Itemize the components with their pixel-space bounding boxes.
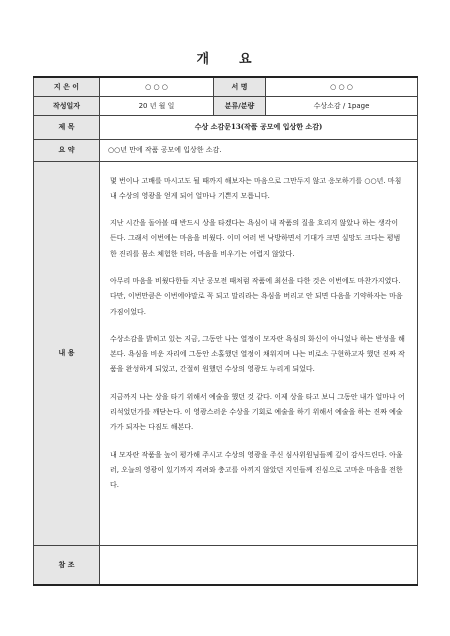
summary-label: 요 약	[34, 139, 100, 161]
content-paragraph-6: 내 모자란 작품을 높이 평가해 주시고 수상의 영광을 주신 심사위원님들께 깊이 감사드린다. 아울러, 오늘의 영광이 있기까지 격려와 충고를 아끼지 않았던 지인들께 진심으로 고마운 마음을 전한다.	[110, 450, 403, 490]
signature-label: 서 명	[214, 77, 266, 96]
document-title	[0, 48, 450, 67]
content-paragraph-5: 지금까지 나는 상을 타기 위해서 예술을 했던 것 같다. 이제 상을 타고 보니 그동안 내가 얼마나 어리석었던가를 깨닫는다. 이 영광스러운 수상을 기회로 예술을 하기 위해서 예술을 하는 진짜 예술가가 되자는 다짐도 해본다.	[110, 392, 405, 432]
signature-value: ○ ○ ○	[266, 77, 418, 96]
content-paragraph-4: 수상소감을 밝히고 있는 지금, 그동안 나는 열정이 모자란 욕심의 화신이 아니었나 하는 반성을 해 본다. 욕심을 비운 자리에 그동안 소홀했던 열정이 채워지며 나는 비로소 구현하고자 했던 진짜 작품을 완성하게 되었고, 간절히 원했던 수상의 영광도 누리게 되었다.	[110, 334, 405, 374]
subject-label: 제 목	[34, 115, 100, 139]
summary-form-table	[33, 76, 418, 586]
writer-row	[34, 77, 418, 96]
writer-value: ○ ○ ○	[100, 77, 214, 96]
title-char-1: 개	[196, 52, 211, 67]
date-row	[34, 96, 418, 115]
reference-label: 참 조	[34, 545, 100, 585]
category-label: 분류/분량	[214, 96, 266, 115]
subject-value: 수상 소감문13(작품 공모에 입상한 소감)	[100, 115, 418, 139]
content-paragraph-2: 지난 시간을 돌아볼 때 반드시 상을 타겠다는 욕심이 내 작품의 질을 흐리지 않았나 하는 생각이 든다. 그래서 이번에는 마음을 비웠다. 이미 여러 번 낙방하면서 기대가 크면 실망도 크다는 평범한 진리를 몸소 체험한 터라, 마음을 비우기는 어렵지 않았다.	[110, 219, 401, 258]
date-value: 20 년 월 일	[100, 96, 214, 115]
summary-value: ○○년 만에 작품 공모에 입상한 소감.	[100, 139, 418, 161]
category-value: 수상소감 / 1page	[266, 96, 418, 115]
content-body	[100, 162, 417, 512]
title-char-2: 요	[239, 52, 254, 67]
subject-row	[34, 115, 418, 139]
content-paragraph-1: 몇 번이나 고배를 마시고도 될 때까지 해보자는 마음으로 그만두지 않고 응모하기를 ○○년. 마침내 수상의 영광을 얻게 되어 얼마나 기쁜지 모릅니다.	[110, 176, 402, 200]
reference-value	[100, 545, 418, 585]
content-row	[34, 161, 418, 545]
reference-row	[34, 545, 418, 585]
writer-label: 지 은 이	[34, 77, 100, 96]
content-paragraph-3: 아무리 마음을 비웠다한들 지난 공모전 때처럼 작품에 최선을 다한 것은 이번에도 마찬가지였다. 다만, 이번만큼은 이번에야말로 꼭 되고 말리라는 욕심을 버리고 안 되면 다음을 기약하자는 마음가짐이었다.	[110, 276, 403, 316]
date-label: 작성일자	[34, 96, 100, 115]
content-label: 내 용	[34, 161, 100, 545]
content-cell	[100, 161, 418, 545]
summary-row	[34, 139, 418, 161]
